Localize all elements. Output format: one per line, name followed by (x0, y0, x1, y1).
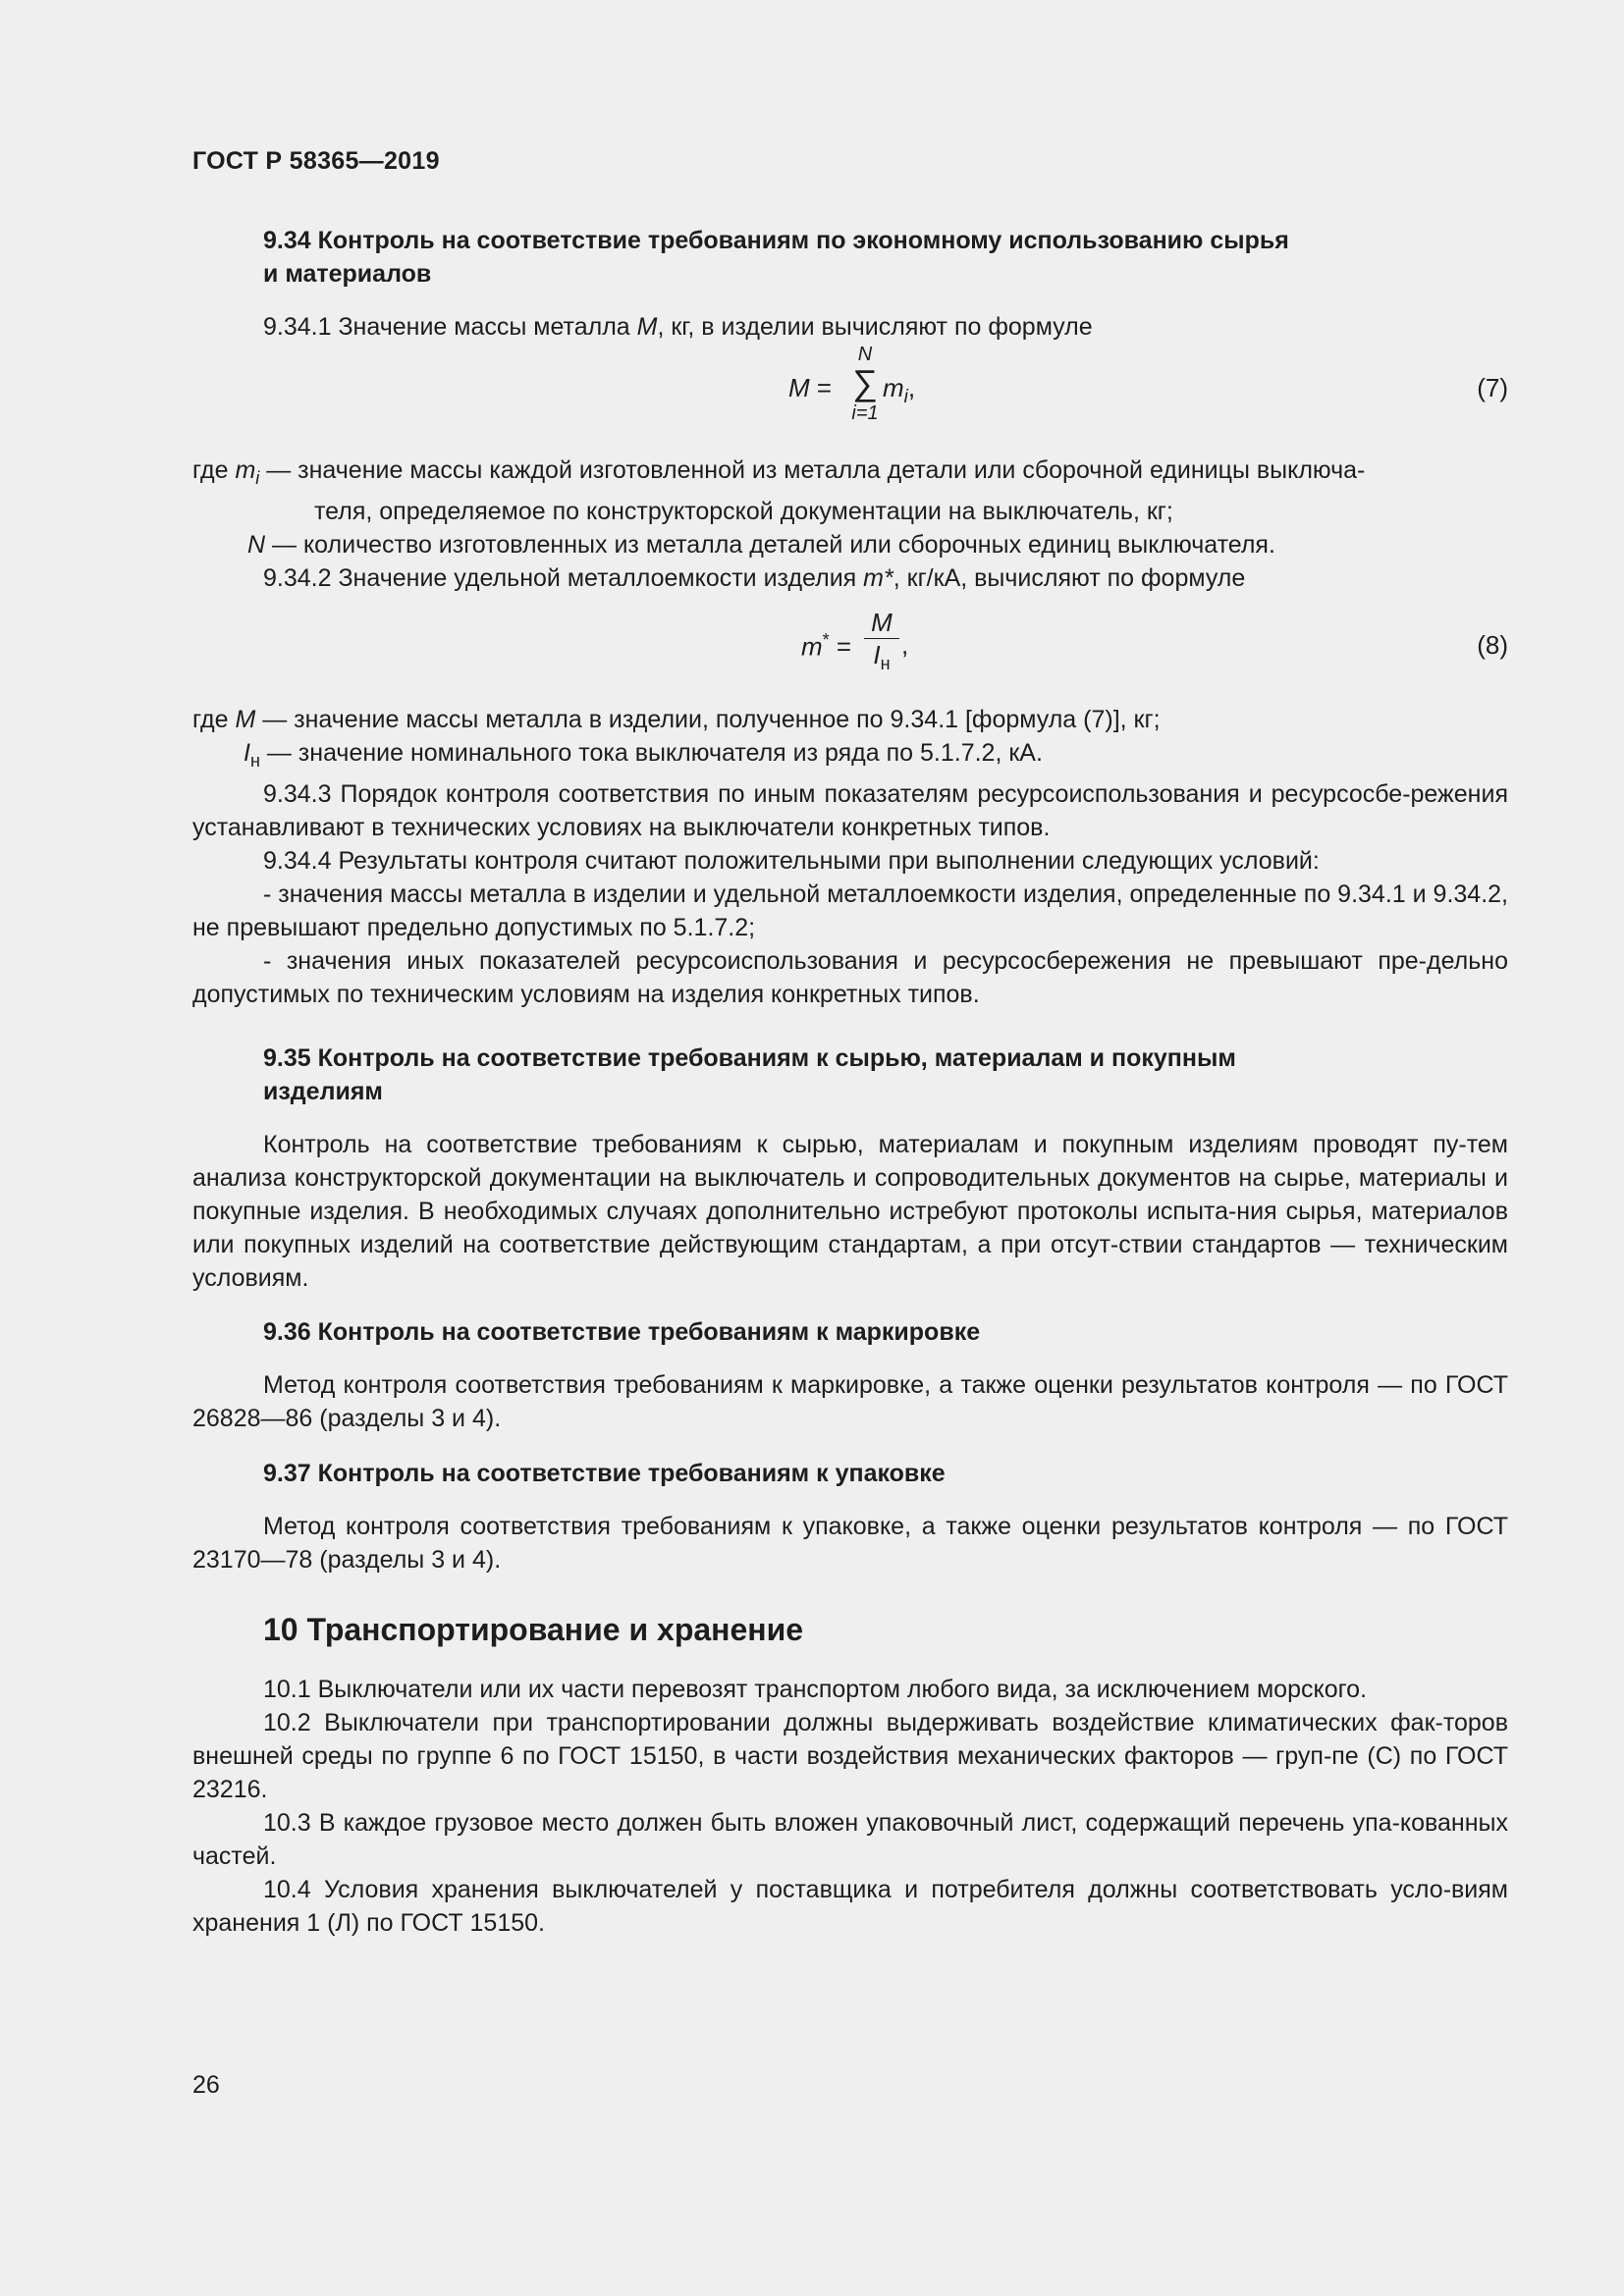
subscript: н (249, 751, 260, 771)
text: где (192, 456, 236, 484)
paragraph-9-35: Контроль на соответствие требованиям к сырью, материалам и покупным изделиям проводят пу-тем анализа конструкторской документации на выключатель и сопроводительных документов на сырье, материалы и покупные изделия. В необходимых случаях дополнительно истребуют протоколы испыта-ния сырья, материалов или покупных изделий на соответствие действующим стандартам, а при отсут-ствии стандартов — техническим условиям. (192, 1131, 1508, 1292)
sum-lower-limit: i=1 (851, 402, 879, 424)
section-9-35-title (192, 1041, 1508, 1108)
fraction-denominator: I (873, 640, 881, 669)
where-entry (192, 454, 1508, 495)
section-title-line: и материалов (263, 260, 432, 288)
sum-operator (845, 344, 885, 426)
text: — значение массы каждой изготовленной из металла детали или сборочной единицы выключа- (259, 456, 1366, 484)
where-block-7 (192, 454, 1508, 561)
formula-8 (192, 595, 1508, 703)
section-title-line: 9.35 Контроль на соответствие требованиям к сырью, материалам и покупным (263, 1044, 1236, 1072)
paragraph-10-2: 10.2 Выключатели при транспортировании должны выдерживать воздействие климатических фак-торов внешней среды по группе 6 по ГОСТ 15150, в части воздействия механических факторов — груп-пе (С) по ГОСТ 23216. (192, 1709, 1508, 1803)
paragraph-9-34-3: 9.34.3 Порядок контроля соответствия по иным показателям ресурсоиспользования и ресурсосбе-режения устанавливают в технических условиях на выключатели конкретных типов. (192, 780, 1508, 841)
paragraph-9-37: Метод контроля соответствия требованиям к упаковке, а также оценки результатов контроля — по ГОСТ 23170—78 (разделы 3 и 4). (192, 1513, 1508, 1574)
formula-7 (192, 344, 1508, 454)
formula-term: m (883, 373, 904, 402)
section-title-line: 9.34 Контроль на соответствие требованиям по экономному использованию сырья (263, 227, 1289, 254)
text: — количество изготовленных из металла деталей или сборочных единиц выключателя. (265, 531, 1275, 559)
text: где (192, 706, 236, 733)
text: — значение номинального тока выключателя из ряда по 5.1.7.2, кА. (259, 739, 1043, 767)
text: 9.34.2 Значение удельной металлоемкости изделия (263, 564, 864, 592)
paragraph-10-4: 10.4 Условия хранения выключателей у поставщика и потребителя должны соответствовать усло-виям хранения 1 (Л) по ГОСТ 15150. (192, 1876, 1508, 1937)
variable: N (247, 531, 266, 559)
section-title-line: изделиям (263, 1078, 383, 1105)
fraction-numerator: M (871, 608, 893, 637)
paragraph-9-36: Метод контроля соответствия требованиям к маркировке, а также оценки результатов контроля — по ГОСТ 26828—86 (разделы 3 и 4). (192, 1371, 1508, 1432)
where-continuation: теля, определяемое по конструкторской документации на выключатель, кг; (314, 498, 1173, 525)
sum-upper-limit: N (857, 344, 873, 365)
text: 9.34.1 Значение массы металла (263, 313, 637, 341)
fraction-subscript: н (880, 654, 891, 674)
list-item: - значения иных показателей ресурсоиспользования и ресурсосбережения не превышают пре-дельно допустимых по техническим условиям на изделия конкретных типов. (192, 947, 1508, 1008)
formula-tail: , (901, 630, 909, 660)
paragraph-9-34-4: 9.34.4 Результаты контроля считают положительными при выполнении следующих условий: (263, 847, 1320, 875)
sum-sign: ∑ (852, 362, 878, 402)
where-entry (192, 528, 1508, 561)
section-9-34-title (192, 224, 1508, 291)
formula-eq: = (809, 373, 833, 402)
section-9-36-title: 9.36 Контроль на соответствие требованиям к маркировке (263, 1318, 981, 1346)
where-entry (192, 703, 1508, 736)
formula-tail: , (907, 373, 916, 402)
formula-number: (8) (1477, 630, 1508, 660)
formula-superscript: * (822, 630, 830, 650)
variable: I (244, 739, 250, 767)
text: — значение массы металла в изделии, полученное по 9.34.1 [формула (7)], кг; (255, 706, 1161, 733)
where-block-8 (192, 703, 1508, 777)
section-10-title: 10 Транспортирование и хранение (263, 1612, 804, 1647)
formula-lhs: m (801, 631, 823, 662)
variable: M (636, 313, 658, 341)
formula-subscript: i (903, 387, 908, 408)
formula-number: (7) (1477, 373, 1508, 402)
variable: m* (863, 564, 893, 592)
where-entry (192, 736, 1508, 777)
paragraph-10-1: 10.1 Выключатели или их части перевозят транспортом любого вида, за исключением морского. (263, 1676, 1368, 1703)
variable: m (235, 456, 256, 484)
paragraph-9-34-1 (192, 310, 1508, 344)
fraction (862, 607, 901, 679)
document-code: ГОСТ Р 58365—2019 (192, 147, 440, 175)
paragraph-10-3: 10.3 В каждое грузовое место должен быть вложен упаковочный лист, содержащий перечень упа-кованных частей. (192, 1809, 1508, 1870)
subscript: i (255, 468, 260, 488)
text: , кг/кА, вычисляют по формуле (893, 564, 1246, 592)
text: , кг, в изделии вычисляют по формуле (657, 313, 1093, 341)
variable: M (235, 706, 256, 733)
page-content (192, 221, 1508, 1940)
formula-eq: = (829, 631, 852, 662)
paragraph-9-34-2 (192, 561, 1508, 595)
formula-lhs: M (788, 373, 810, 402)
list-item: - значения массы металла в изделии и удельной металлоемкости изделия, определенные по 9.34.1 и 9.34.2, не превышают предельно допустимых по 5.1.7.2; (192, 881, 1508, 941)
section-9-37-title: 9.37 Контроль на соответствие требованиям к упаковке (263, 1460, 946, 1487)
page-number: 26 (192, 2071, 220, 2099)
